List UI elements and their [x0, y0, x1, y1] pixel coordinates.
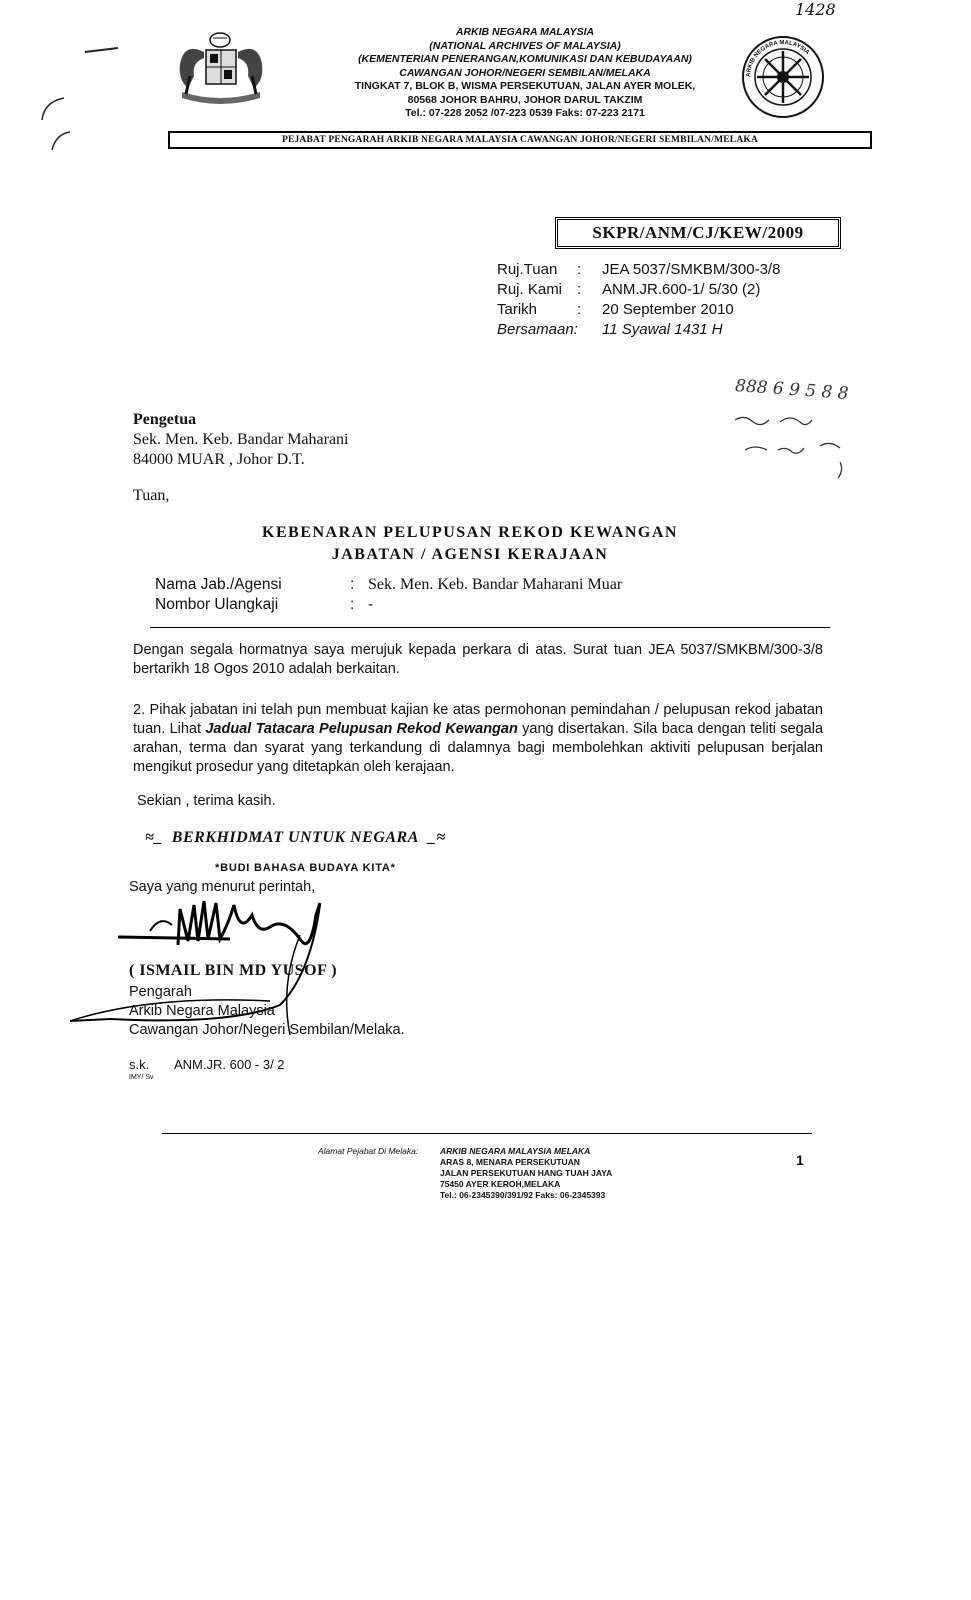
cc-initials: IMY/ Sv — [129, 1074, 154, 1081]
footer-line-5: Tel.: 06-2345390/391/92 Faks: 06-2345393 — [440, 1190, 606, 1200]
field-divider — [150, 627, 830, 628]
ref-sep: : — [577, 261, 582, 278]
subject-line-2: JABATAN / AGENSI KERAJAAN — [331, 546, 609, 563]
org-name-english: (NATIONAL ARCHIVES OF MALAYSIA) — [429, 39, 621, 52]
ref-value: JEA 5037/SMKBM/300-3/8 — [602, 261, 781, 278]
signatory-org-2: Cawangan Johor/Negeri Sembilan/Melaka. — [129, 1022, 405, 1038]
agency-field — [155, 575, 622, 595]
ref-row — [497, 300, 780, 320]
ref-key: Ruj. Kami — [497, 281, 563, 298]
address-line-1: TINGKAT 7, BLOK B, WISMA PERSEKUTUAN, JALAN AYER MOLEK, — [354, 80, 696, 92]
seal-text: ARKIB NEGARA MALAYSIA — [745, 39, 811, 78]
reference-block — [497, 260, 780, 340]
subject-heading — [130, 522, 810, 566]
reference-number-value: - — [368, 596, 374, 613]
ref-value: ANM.JR.600-1/ 5/30 (2) — [602, 281, 761, 298]
paragraph-2-text-a: 2. Pihak jabatan ini telah pun membuat kajian ke atas permohonan pemindahan / pelupusan rekod jabatan tuan. Lihat — [133, 702, 823, 737]
motto-right-mark: _≈ — [427, 829, 446, 846]
handwritten-note-text: 888 6 9 5 8 8 — [734, 376, 850, 404]
skpr-code-box: SKPR/ANM/CJ/KEW/2009 — [555, 217, 841, 249]
ref-sep: : — [577, 301, 582, 318]
recipient-address — [133, 410, 349, 470]
margin-marks — [30, 40, 130, 150]
recipient-line-2: 84000 MUAR , Johor D.T. — [133, 451, 305, 468]
corner-note-text: 1428 — [795, 0, 836, 19]
signatory-org-1: Arkib Negara Malaysia — [129, 1003, 275, 1019]
carbon-copy — [129, 1057, 285, 1072]
agency-label: Nama Jab./Agensi — [155, 576, 282, 593]
page-number: 1 — [796, 1152, 804, 1168]
reference-number-sep: : — [350, 596, 355, 613]
footer-line-4: 75450 AYER KEROH,MELAKA — [440, 1179, 561, 1189]
ref-sep: : — [577, 281, 582, 298]
handwritten-note — [734, 376, 849, 404]
agency-sep: : — [350, 576, 355, 593]
ref-key: Bersamaan: — [497, 321, 578, 338]
ministry-name: (KEMENTERIAN PENERANGAN,KOMUNIKASI DAN KEBUDAYAAN) — [358, 53, 692, 65]
address-line-2: 80568 JOHOR BAHRU, JOHOR DARUL TAKZIM — [407, 93, 643, 106]
motto-line — [145, 829, 446, 847]
office-banner: PEJABAT PENGARAH ARKIB NEGARA MALAYSIA CAWANGAN JOHOR/NEGERI SEMBILAN/MELAKA — [168, 131, 872, 149]
footer-label: Alamat Pejabat Di Melaka: — [318, 1146, 419, 1156]
ref-row — [497, 320, 780, 340]
ref-row — [497, 260, 780, 280]
recipient-line-1: Sek. Men. Keb. Bandar Maharani — [133, 431, 349, 448]
closing-line: Sekian , terima kasih. — [137, 793, 276, 809]
archive-seal-logo — [740, 34, 826, 120]
sign-intro: Saya yang menurut perintah, — [129, 879, 316, 895]
branch-name: CAWANGAN JOHOR/NEGERI SEMBILAN/MELAKA — [399, 66, 651, 79]
org-name: ARKIB NEGARA MALAYSIA — [455, 26, 595, 38]
signatory-name: ( ISMAIL BIN MD YUSOF ) — [129, 962, 338, 979]
signatory-role: Pengarah — [129, 984, 192, 1000]
footer-line-2: ARAS 8, MENARA PERSEKUTUAN — [440, 1157, 580, 1167]
ref-value: 20 September 2010 — [602, 301, 734, 318]
signatory-block — [129, 962, 405, 1040]
motto-text: BERKHIDMAT UNTUK NEGARA — [171, 829, 419, 846]
cc-value: ANM.JR. 600 - 3/ 2 — [174, 1057, 285, 1072]
recipient-title: Pengetua — [133, 411, 197, 428]
motto-left-mark: ≈_ — [145, 829, 163, 846]
agency-value: Sek. Men. Keb. Bandar Maharani Muar — [368, 576, 623, 593]
subject-line-1: KEBENARAN PELUPUSAN REKOD KEWANGAN — [262, 524, 678, 541]
coat-of-arms-logo — [168, 30, 273, 108]
footer-line-3: JALAN PERSEKUTUAN HANG TUAH JAYA — [440, 1168, 613, 1178]
reference-number-label: Nombor Ulangkaji — [155, 596, 279, 613]
paragraph-2 — [133, 701, 823, 777]
paragraph-1: Dengan segala hormatnya saya merujuk kepada perkara di atas. Surat tuan JEA 5037/SMKBM/300-3/8 bertarikh 18 Ogos 2010 adalah berkaitan. — [133, 642, 823, 677]
corner-handwritten-note — [795, 0, 836, 19]
footer-line-1: ARKIB NEGARA MALAYSIA MELAKA — [440, 1146, 591, 1156]
footer-divider — [162, 1133, 812, 1134]
footer-address — [440, 1146, 612, 1201]
reference-number-field — [155, 595, 373, 615]
tagline: *BUDI BAHASA BUDAYA KITA* — [215, 862, 396, 874]
letterhead — [300, 26, 750, 121]
cc-label: s.k. — [129, 1057, 150, 1072]
paragraph-2-emphasis: Jadual Tatacara Pelupusan Rekod Kewangan — [205, 721, 518, 737]
salutation: Tuan, — [133, 487, 170, 504]
ref-value: 11 Syawal 1431 H — [602, 321, 723, 338]
ref-row — [497, 280, 780, 300]
handwritten-scribble — [730, 410, 900, 480]
ref-key: Tarikh — [497, 301, 538, 318]
contact-line: Tel.: 07-228 2052 /07-223 0539 Faks: 07-223 2171 — [405, 107, 645, 119]
paragraph-2-text-b: yang disertakan. Sila baca dengan teliti segala arahan, terma dan syarat yang terkandung di dalamnya bagi membolehkan aktiviti pelupusan berjalan mengikut prosedur yang ditetapkan oleh kerajaan. — [133, 721, 824, 775]
ref-key: Ruj.Tuan — [497, 261, 558, 278]
